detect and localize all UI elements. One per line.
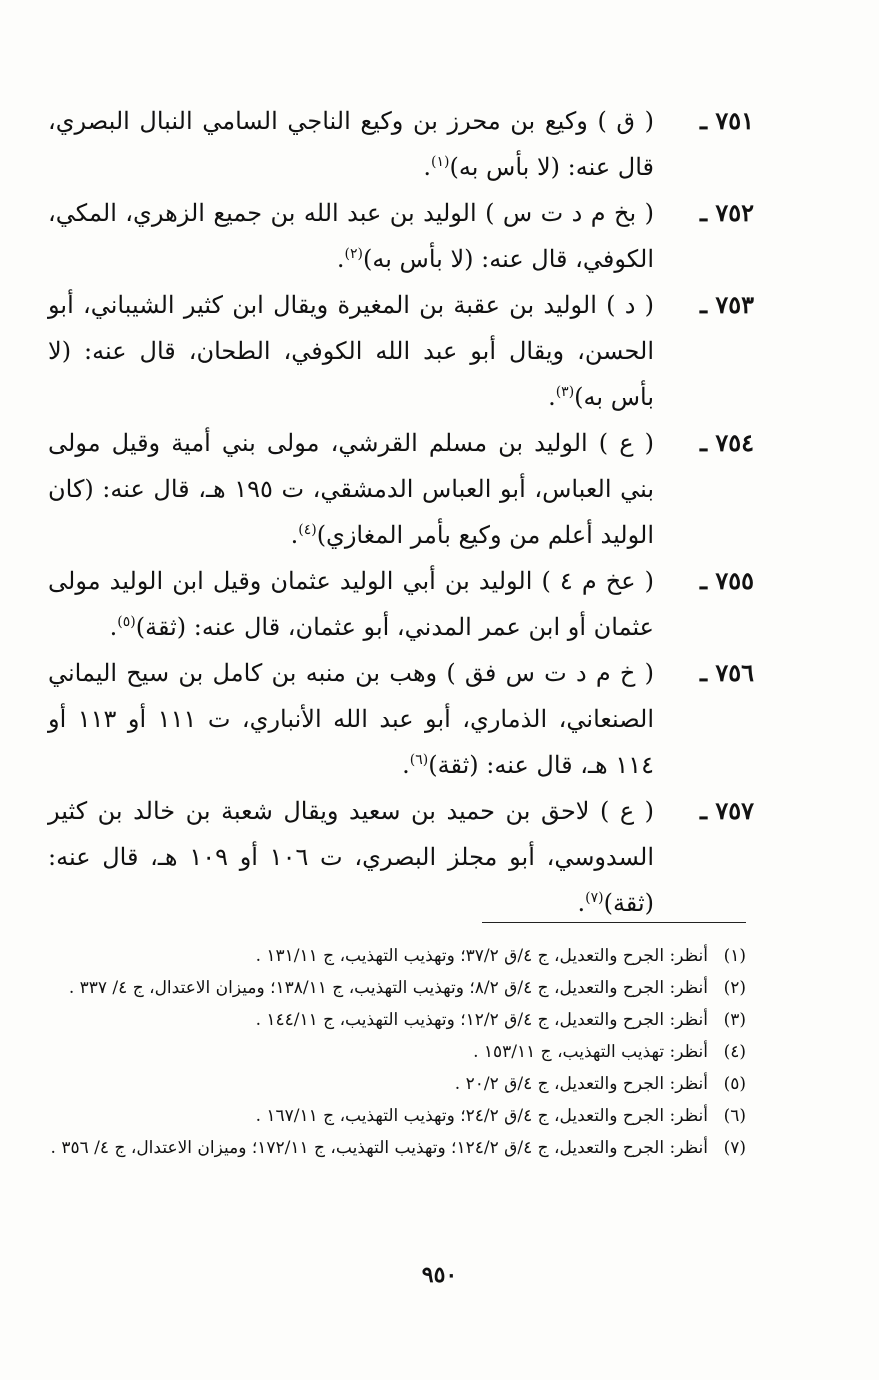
footnote-text: أنظر: الجرح والتعديل، ج ٤/ق ١٢/٢؛ وتهذيب التهذيب، ج ١٤٤/١١ . — [255, 1010, 708, 1030]
entry-end: . — [290, 521, 299, 549]
footnote-text: أنظر: الجرح والتعديل، ج ٤/ق ٢٠/٢ . — [454, 1074, 708, 1094]
entry-number: ٧٥٦ ـ — [699, 658, 754, 687]
entry-end: . — [577, 889, 586, 917]
footnote-divider — [482, 922, 746, 923]
footnote-text: أنظر: الجرح والتعديل، ج ٤/ق ١٢٤/٢؛ وتهذيب التهذيب، ج ١٧٢/١١؛ وميزان الاعتدال، ج ٤/ ٣٥٦ . — [50, 1138, 708, 1158]
entry-text: ( د ) الوليد بن عقبة بن المغيرة ويقال ابن كثير الشيباني، أبو الحسن، ويقال أبو عبد الله الكوفي، الطحان، قال عنه: (لا بأس به) — [48, 291, 654, 411]
entry-number: ٧٥٢ ـ — [699, 198, 754, 227]
footnote-5 — [48, 1068, 754, 1100]
footnote-1 — [48, 940, 754, 972]
entry-end: . — [402, 751, 410, 779]
footnote-ref[interactable]: (٧) — [585, 890, 604, 906]
entry-text: ( ع ) الوليد بن مسلم القرشي، مولى بني أمية وقيل مولى بني العباس، أبو العباس الدمشقي، ت ١٩٥ هـ، قال عنه: (كان الوليد أعلم من وكيع بأمر المغازي) — [48, 429, 654, 549]
footnote-6 — [48, 1100, 754, 1132]
entry-end: . — [109, 613, 118, 641]
entry-text: ( ق ) وكيع بن محرز بن وكيع الناجي السامي النبال البصري، قال عنه: (لا بأس به) — [48, 107, 654, 181]
footnote-ref[interactable]: (١) — [431, 154, 450, 170]
entry-number: ٧٥٣ ـ — [699, 290, 754, 319]
entry-number: ٧٥٤ ـ — [699, 428, 754, 457]
footnote-ref[interactable]: (٥) — [117, 614, 136, 630]
entry-753 — [48, 282, 754, 420]
entry-number: ٧٥٥ ـ — [699, 566, 754, 595]
entry-751 — [48, 98, 754, 190]
footnote-text: أنظر: الجرح والتعديل، ج ٤/ق ٣٧/٢؛ وتهذيب التهذيب، ج ١٣١/١١ . — [255, 946, 708, 966]
entry-text: ( عخ م ٤ ) الوليد بن أبي الوليد عثمان وقيل ابن الوليد مولى عثمان أو ابن عمر المدني، أبو عثمان، قال عنه: (ثقة) — [48, 567, 655, 641]
footnote-number: (٤) — [723, 1042, 746, 1062]
entry-text: ( بخ م د ت س ) الوليد بن عبد الله بن جميع الزهري، المكي، الكوفي، قال عنه: (لا بأس به) — [48, 199, 654, 273]
footnote-ref[interactable]: (٦) — [409, 752, 429, 768]
entry-757 — [48, 788, 754, 926]
footnote-number: (٥) — [723, 1074, 746, 1094]
entry-end: . — [336, 245, 345, 273]
entry-text: ( ع ) لاحق بن حميد بن سعيد ويقال شعبة بن خالد بن كثير السدوسي، أبو مجلز البصري، ت ١٠٦ أو ١٠٩ هـ، قال عنه: (ثقة) — [48, 797, 655, 917]
entry-755 — [48, 558, 754, 650]
footnote-number: (٢) — [723, 978, 746, 998]
footnote-text: أنظر: تهذيب التهذيب، ج ١٥٣/١١ . — [473, 1042, 708, 1062]
footnote-ref[interactable]: (٢) — [344, 246, 363, 262]
entry-754 — [48, 420, 754, 558]
footnote-4 — [48, 1036, 754, 1068]
entry-752 — [48, 190, 754, 282]
footnotes — [48, 940, 754, 1164]
footnote-text: أنظر: الجرح والتعديل، ج ٤/ق ٨/٢؛ وتهذيب التهذيب، ج ١٣٨/١١؛ وميزان الاعتدال، ج ٤/ ٣٣٧ . — [68, 978, 708, 998]
footnote-2 — [48, 972, 754, 1004]
footnote-number: (٧) — [723, 1138, 746, 1158]
page-number: ٩٥٠ — [421, 1262, 458, 1288]
entry-number: ٧٥٧ ـ — [699, 796, 754, 825]
entry-end: . — [423, 153, 432, 181]
footnote-number: (١) — [723, 946, 746, 966]
footnote-number: (٦) — [723, 1106, 746, 1126]
footnote-3 — [48, 1004, 754, 1036]
footnote-number: (٣) — [723, 1010, 746, 1030]
footnote-ref[interactable]: (٤) — [298, 522, 317, 538]
entry-756 — [48, 650, 754, 788]
footnote-text: أنظر: الجرح والتعديل، ج ٤/ق ٢٤/٢؛ وتهذيب التهذيب، ج ١٦٧/١١ . — [255, 1106, 708, 1126]
biography-entries — [48, 98, 754, 926]
entry-number: ٧٥١ ـ — [699, 106, 754, 135]
entry-end: . — [548, 383, 556, 411]
entry-text: ( خ م د ت س فق ) وهب بن منبه بن كامل بن سيح اليماني الصنعاني، الذماري، أبو عبد الله الأنباري، ت ١١١ أو ١١٣ أو ١١٤ هـ، قال عنه: (ثقة) — [48, 659, 654, 779]
footnote-ref[interactable]: (٣) — [555, 384, 575, 400]
footnote-7 — [48, 1132, 754, 1164]
